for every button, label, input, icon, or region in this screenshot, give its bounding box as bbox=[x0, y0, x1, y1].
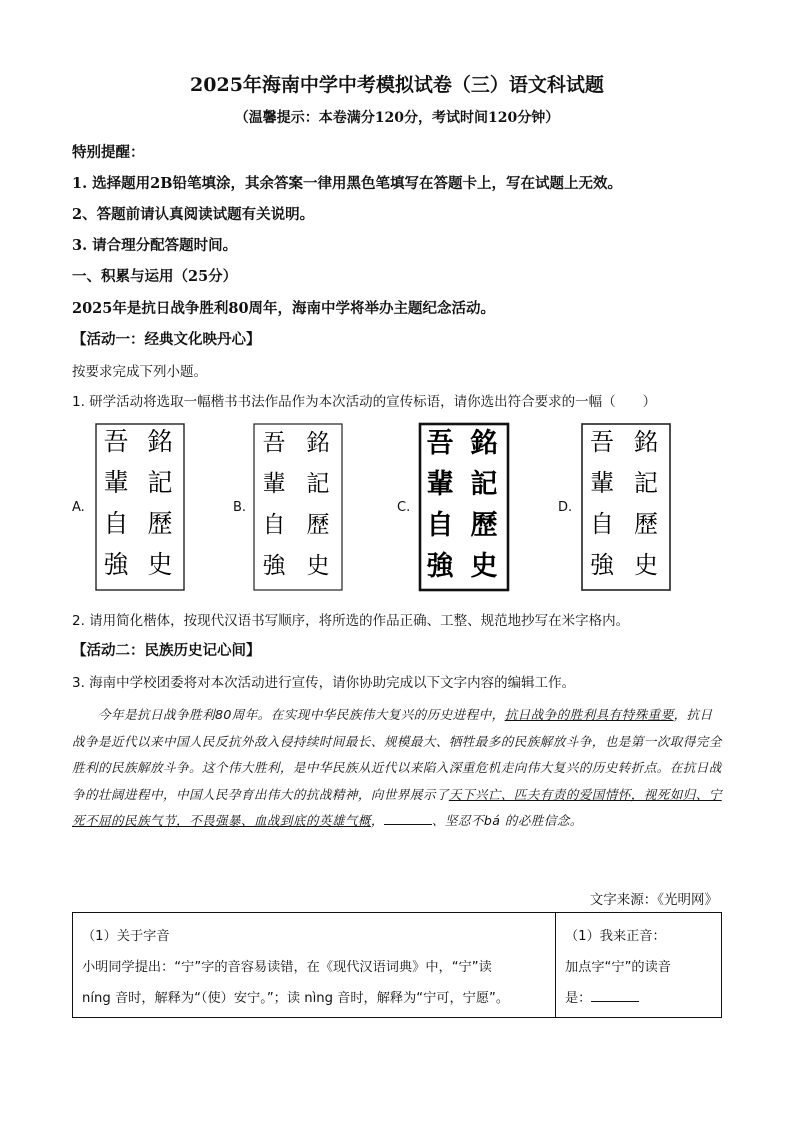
question-table bbox=[72, 912, 722, 1018]
calligraphy-char: 自 bbox=[426, 510, 454, 541]
passage-text-4: 、坚忍不 bbox=[431, 813, 484, 828]
table-right-line-2-text: 是： bbox=[565, 991, 592, 1006]
calligraphy-char: 銘 bbox=[470, 428, 498, 459]
calligraphy-d bbox=[580, 422, 672, 592]
notice-item-1: 1. 选择题用2B铅笔填涂，其余答案一律用黑色笔填写在答题卡上，写在试题上无效。 bbox=[72, 175, 623, 192]
calligraphy-c bbox=[418, 422, 510, 592]
calligraphy-char: 史 bbox=[634, 551, 658, 579]
passage-text-5: bá 的必胜信念。 bbox=[483, 813, 583, 828]
calligraphy-char: 銘 bbox=[306, 430, 330, 456]
calligraphy-char: 輩 bbox=[103, 468, 129, 497]
calligraphy-char: 歷 bbox=[470, 510, 498, 541]
activity1-instruction: 按要求完成下列小题。 bbox=[72, 364, 207, 380]
page-title: 2025年海南中学中考模拟试卷（三）语文科试题 bbox=[190, 74, 604, 96]
calligraphy-d-col1 bbox=[590, 428, 615, 579]
table-left-title: （1）关于字音 bbox=[82, 929, 170, 944]
calligraphy-c-col2 bbox=[470, 428, 498, 582]
calligraphy-b bbox=[252, 422, 344, 592]
calligraphy-char: 歷 bbox=[634, 510, 658, 538]
calligraphy-char: 史 bbox=[147, 550, 173, 579]
option-a-label: A. bbox=[72, 500, 85, 515]
calligraphy-a-col2 bbox=[147, 427, 172, 579]
calligraphy-char: 吾 bbox=[262, 430, 286, 456]
reading-passage bbox=[72, 702, 722, 835]
calligraphy-char: 史 bbox=[470, 551, 498, 582]
calligraphy-a bbox=[94, 422, 186, 592]
option-b-label: B. bbox=[233, 500, 247, 515]
text-source: 文字来源：《光明网》 bbox=[589, 892, 718, 908]
question-2: 2. 请用简化楷体，按现代汉语书写顺序，将所选的作品正确、工整、规范地抄写在米字格内。 bbox=[72, 613, 630, 629]
exam-note: （温馨提示：本卷满分120分，考试时间120分钟） bbox=[234, 110, 560, 126]
table-right-title: （1）我来正音： bbox=[565, 929, 666, 944]
passage-underline-2: 天下兴亡、匹夫有责的爱国情怀，视死如归、宁死不屈的民族气节，不畏强暴、血战到底的英雄气概 bbox=[72, 786, 722, 828]
calligraphy-a-col1 bbox=[103, 427, 129, 579]
passage-text-3: ， bbox=[370, 813, 384, 828]
activity2-heading: 【活动二：民族历史记心间】 bbox=[72, 642, 261, 659]
calligraphy-char: 自 bbox=[590, 510, 614, 538]
answer-blank bbox=[591, 989, 639, 1002]
passage-text-1: 今年是抗日战争胜利80周年。在实现中华民族伟大复兴的历史进程中， bbox=[98, 707, 505, 722]
option-c-label: C. bbox=[397, 500, 411, 515]
intro-text: 2025年是抗日战争胜利80周年，海南中学将举办主题纪念活动。 bbox=[72, 300, 496, 317]
passage-underline-1: 抗日战争的胜利具有特殊重要 bbox=[504, 707, 674, 722]
calligraphy-char: 輩 bbox=[262, 471, 286, 497]
calligraphy-char: 銘 bbox=[634, 428, 658, 456]
calligraphy-char: 吾 bbox=[103, 427, 129, 456]
calligraphy-c-col1 bbox=[427, 428, 455, 582]
calligraphy-char: 歷 bbox=[147, 509, 173, 538]
notice-heading: 特别提醒： bbox=[72, 144, 145, 161]
calligraphy-char: 記 bbox=[147, 468, 173, 497]
calligraphy-char: 吾 bbox=[426, 428, 454, 459]
calligraphy-char: 吾 bbox=[590, 428, 614, 456]
section-heading: 一、积累与运用（25分） bbox=[72, 268, 238, 285]
calligraphy-b-col2 bbox=[307, 430, 330, 579]
calligraphy-char: 記 bbox=[470, 469, 498, 500]
calligraphy-char: 記 bbox=[634, 469, 658, 497]
table-right-line-2 bbox=[565, 983, 639, 1014]
calligraphy-char: 記 bbox=[306, 471, 330, 497]
table-left-line-2: níng 音时，解释为“（使）安宁。”；读 nìng 音时，解释为“宁可，宁愿”。 bbox=[82, 991, 510, 1006]
calligraphy-char: 自 bbox=[262, 512, 286, 538]
activity1-heading: 【活动一：经典文化映丹心】 bbox=[72, 331, 261, 348]
option-d-label: D. bbox=[558, 500, 573, 515]
table-right-line-1: 加点字“宁”的读音 bbox=[565, 960, 671, 975]
notice-item-2: 2、答题前请认真阅读试题有关说明。 bbox=[72, 206, 315, 223]
calligraphy-char: 強 bbox=[262, 553, 286, 579]
question-1: 1. 研学活动将选取一幅楷书书法作品作为本次活动的宣传标语，请你选出符合要求的一幅（ ） bbox=[72, 394, 657, 410]
calligraphy-char: 歷 bbox=[306, 512, 330, 538]
calligraphy-char: 輩 bbox=[590, 469, 614, 497]
calligraphy-char: 史 bbox=[306, 553, 330, 579]
notice-item-3: 3. 请合理分配答题时间。 bbox=[72, 237, 238, 254]
passage-blank bbox=[384, 812, 432, 825]
passage-text-2: ，抗日战争是近代以来中国人民反抗外敌入侵持续时间最长、规模最大、牺牲最多的民族解放斗争，也是第一次取得完全胜利的民族解放斗争。这个伟大胜利，是中华民族从近代以来陷入深重危机走向伟大复兴的历史转折点。在抗日战争的壮阔进程中，中国人民孕育出伟大的抗战精神，向世界展示了 bbox=[72, 707, 722, 802]
calligraphy-char: 強 bbox=[103, 550, 129, 579]
question-3: 3. 海南中学校团委将对本次活动进行宣传，请你协助完成以下文字内容的编辑工作。 bbox=[72, 675, 576, 691]
table-left-line-1: 小明同学提出：“宁”字的音容易读错，在《现代汉语词典》中，“宁”读 bbox=[82, 960, 492, 975]
table-divider bbox=[555, 913, 556, 1017]
calligraphy-char: 輩 bbox=[426, 469, 454, 500]
calligraphy-char: 銘 bbox=[147, 427, 173, 456]
calligraphy-char: 強 bbox=[590, 551, 614, 579]
calligraphy-d-col2 bbox=[634, 428, 658, 579]
calligraphy-b-col1 bbox=[263, 430, 287, 579]
calligraphy-char: 強 bbox=[426, 551, 454, 582]
calligraphy-char: 自 bbox=[103, 509, 129, 538]
